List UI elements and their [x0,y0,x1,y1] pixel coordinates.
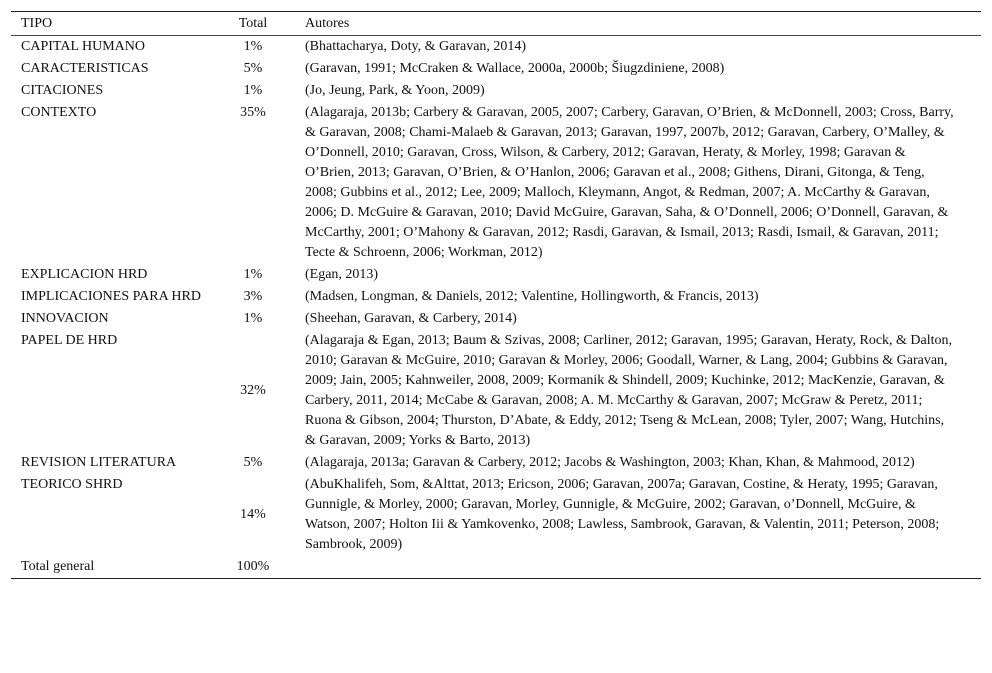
footer-tipo: Total general [21,559,95,574]
row-total: 14% [240,507,266,522]
header-total: Total [238,16,268,31]
row-total: 5% [243,455,263,470]
table-row [11,80,981,102]
row-autores: (Egan, 2013) [305,267,379,282]
row-tipo: INNOVACION [21,311,109,326]
row-total: 1% [243,267,263,282]
row-total: 1% [243,83,263,98]
table-row [11,36,981,59]
row-total: 32% [240,383,266,398]
row-total: 1% [243,39,263,54]
table-row [11,286,981,308]
row-autores: (Sheehan, Garavan, & Carbery, 2014) [305,311,517,326]
footer-total: 100% [236,559,270,574]
row-tipo: IMPLICACIONES PARA HRD [21,289,201,304]
row-autores: (AbuKhalifeh, Som, &Alttat, 2013; Ericson, 2006; Garavan, 2007a; Garavan, Costine, & Heraty, 1995; Garavan, Gunnigle, & Morley, 2000; Garavan, Morley, Gunnigle, & McGuire, 2002; Garavan, o’Donnell, McGuire, & Watson, 2007; Holton Iii & Yamkovenko, 2008; Lawless, Sambrook, Garavan, & Valentin, 2011; Peterson, 2008; Sambrook, 2009) [305,477,940,552]
row-autores: (Alagaraja, 2013a; Garavan & Carbery, 2012; Jacobs & Washington, 2003; Khan, Khan, & Mahmood, 2012) [305,455,915,470]
table-row [11,474,981,556]
row-total: 1% [243,311,263,326]
row-total: 35% [240,105,266,120]
table-row [11,102,981,264]
row-autores: (Bhattacharya, Doty, & Garavan, 2014) [305,39,527,54]
row-tipo: CONTEXTO [21,105,97,120]
row-autores: (Madsen, Longman, & Daniels, 2012; Valentine, Hollingworth, & Francis, 2013) [305,289,759,304]
row-autores: (Alagaraja & Egan, 2013; Baum & Szivas, 2008; Carliner, 2012; Garavan, 1995; Garavan, Heraty, Rock, & Dalton, 2010; Garavan & McGuire, 2010; Garavan & Morley, 2006; Goodall, Warner, & Lang, 2004; Gubbins & Garavan, 2009; Jain, 2005; Kahnweiler, 2008, 2009; Kormanik & Shindell, 2009; Kuchinke, 2012; MacKenzie, Garavan, & Carbery, 2011, 2014; McCabe & Garavan, 2008; A. M. McCarthy & Garavan, 2007; McGraw & Peretz, 2011; Ruona & Gibson, 2004; Thurston, D’Abate, & Eddy, 2012; Tseng & McLean, 2008; Tyler, 2007; Wang, Hutchins, & Garavan, 2009; Yorks & Barto, 2013) [305,333,953,448]
table-row [11,264,981,286]
table-row [11,452,981,474]
row-tipo: REVISION LITERATURA [21,455,177,470]
footer-empty [305,556,981,579]
citation-table-container [11,11,981,579]
row-tipo: PAPEL DE HRD [21,333,118,348]
row-autores: (Garavan, 1991; McCraken & Wallace, 2000a, 2000b; Šiugzdiniene, 2008) [305,61,725,76]
header-autores: Autores [305,16,350,31]
row-tipo: TEORICO SHRD [21,477,123,492]
citation-table [11,11,981,579]
table-row [11,308,981,330]
row-autores: (Jo, Jeung, Park, & Yoon, 2009) [305,83,485,98]
row-tipo: CARACTERISTICAS [21,61,149,76]
row-autores: (Alagaraja, 2013b; Carbery & Garavan, 2005, 2007; Carbery, Garavan, O’Brien, & McDonnell, 2003; Cross, Barry, & Garavan, 2008; Chami-Malaeb & Garavan, 2013; Garavan, 1997, 2007b, 2012; Garavan, Carbery, O’Malley, & O’Donnell, 2010; Garavan, Cross, Wilson, & Carbery, 2012; Garavan, Heraty, & Morley, 1998; Garavan & O’Brien, 2013; Garavan, O’Brien, & O’Hanlon, 2006; Garavan et al., 2008; Githens, Dirani, Gitonga, & Teng, 2008; Gubbins et al., 2012; Lee, 2009; Malloch, Kleymann, Angot, & Redman, 2007; A. McCarthy & Garavan, 2006; D. McGuire & Garavan, 2010; David McGuire, Garavan, Saha, & O’Donnell, 2006; O’Donnell, Garavan, & McCarthy, 2001; O’Mahony & Garavan, 2012; Rasdi, Garavan, & Ismail, 2013; Rasdi, Ismail, & Garavan, 2011; Tecte & Schroenn, 2006; Workman, 2012) [305,105,954,260]
header-tipo: TIPO [21,16,53,31]
row-tipo: CITACIONES [21,83,104,98]
row-total: 5% [243,61,263,76]
table-row [11,330,981,452]
row-tipo: EXPLICACION HRD [21,267,148,282]
row-total: 3% [243,289,263,304]
table-footer-row [11,556,981,579]
row-tipo: CAPITAL HUMANO [21,39,145,54]
table-header-row [11,12,981,36]
table-row [11,58,981,80]
